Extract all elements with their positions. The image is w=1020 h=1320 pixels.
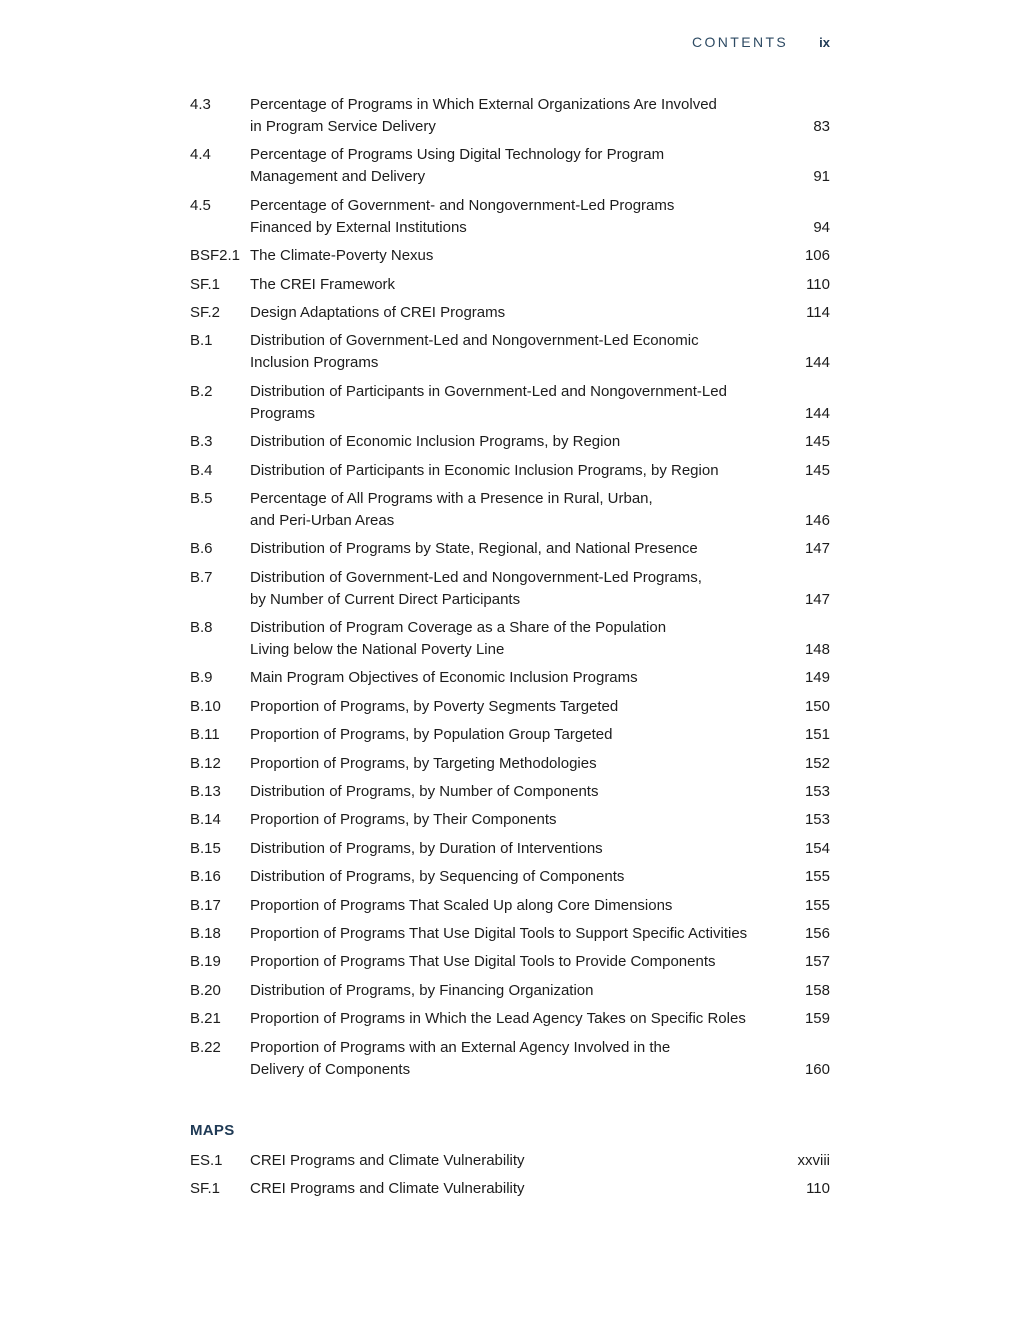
toc-entry[interactable] (190, 1150, 830, 1172)
entry-title: Distribution of Participants in Government-Led and Nongovernment-Led Programs (250, 382, 727, 422)
toc-entry[interactable] (190, 245, 830, 267)
entry-number: B.16 (190, 868, 221, 886)
entry-number: 4.5 (190, 196, 211, 214)
entry-number: B.14 (190, 811, 221, 829)
running-header (692, 34, 830, 50)
toc-entry[interactable] (190, 980, 830, 1002)
entry-number: ES.1 (190, 1152, 223, 1169)
toc-entry[interactable] (190, 696, 830, 718)
entry-number: B.1 (190, 332, 213, 350)
entry-page-number: 159 (804, 1010, 830, 1028)
toc-entry[interactable] (190, 724, 830, 746)
maps-list (190, 1150, 830, 1200)
entry-page-number: 156 (804, 924, 830, 942)
entry-page-number: 152 (804, 754, 830, 772)
toc-entry[interactable] (190, 567, 830, 611)
entry-title: Proportion of Programs That Use Digital Tools to Support Specific Activities (250, 924, 748, 942)
entry-number: B.2 (190, 382, 213, 400)
entry-page-number: 144 (804, 404, 830, 422)
toc-entry[interactable] (190, 460, 830, 482)
toc-entry[interactable] (190, 781, 830, 803)
entry-number: B.10 (190, 697, 221, 715)
entry-title: Proportion of Programs, by Poverty Segments Targeted (250, 697, 619, 715)
entry-title: The CREI Framework (250, 275, 396, 293)
toc-entry[interactable] (190, 274, 830, 296)
entry-number: B.19 (190, 953, 221, 971)
entry-number: B.21 (190, 1010, 221, 1028)
entry-page-number: 160 (804, 1060, 830, 1078)
entry-page-number: 153 (804, 783, 830, 801)
toc-entry[interactable] (190, 330, 830, 374)
entry-title: Distribution of Programs, by Number of Components (250, 783, 599, 801)
entry-page-number: 110 (806, 275, 830, 293)
entry-page-number: 94 (813, 218, 830, 236)
entry-number: B.9 (190, 669, 213, 687)
toc-entry[interactable] (190, 1008, 830, 1030)
entry-title: Proportion of Programs That Use Digital Tools to Provide Components (250, 953, 716, 971)
entry-title: Distribution of Programs, by Duration of Interventions (250, 839, 603, 857)
entry-number: B.15 (190, 839, 221, 857)
entry-number: B.5 (190, 489, 213, 507)
toc-entry[interactable] (190, 1037, 830, 1081)
entry-number: B.18 (190, 924, 221, 942)
toc-entry[interactable] (190, 809, 830, 831)
entry-page-number: 145 (804, 461, 830, 479)
entry-title: Distribution of Participants in Economic Inclusion Programs, by Region (250, 461, 719, 479)
toc-entry[interactable] (190, 488, 830, 532)
entry-number: 4.3 (190, 96, 211, 113)
entry-title: Main Program Objectives of Economic Inclusion Programs (250, 669, 638, 687)
entry-number: B.7 (190, 568, 213, 586)
entry-title: CREI Programs and Climate Vulnerability (250, 1152, 525, 1169)
toc-entry[interactable] (190, 951, 830, 973)
entry-title: Distribution of Economic Inclusion Programs, by Region (250, 433, 621, 451)
entry-number: B.17 (190, 896, 221, 914)
running-header-label: CONTENTS (691, 34, 789, 50)
maps-heading: MAPS (190, 1122, 235, 1139)
entry-title: Distribution of Government-Led and Nongovernment-Led Programs, by Number of Current Direct Participants (250, 568, 702, 608)
entry-title: Distribution of Government-Led and Nongovernment-Led Economic Inclusion Programs (250, 332, 699, 372)
toc-entry[interactable] (190, 667, 830, 689)
entry-page-number: 147 (804, 540, 830, 558)
entry-number: B.4 (190, 461, 213, 479)
entry-number: BSF2.1 (190, 247, 241, 265)
entry-page-number: 91 (813, 168, 830, 186)
entry-title: Percentage of All Programs with a Presence in Rural, Urban, and Peri-Urban Areas (250, 489, 653, 529)
entry-page-number: 158 (804, 981, 830, 999)
entry-title: The Climate-Poverty Nexus (250, 247, 434, 265)
entry-title: Percentage of Programs Using Digital Technology for Program Management and Delivery (250, 146, 665, 186)
entry-title: Proportion of Programs, by Population Group Targeted (250, 726, 613, 744)
entry-page-number: 114 (806, 303, 830, 321)
entry-page-number: 151 (804, 726, 830, 744)
entry-page-number: 154 (804, 839, 830, 857)
entry-number: B.6 (190, 540, 213, 558)
entry-title: Percentage of Government- and Nongovernment-Led Programs Financed by External Institutions (250, 196, 675, 236)
entry-title: Proportion of Programs, by Targeting Methodologies (250, 754, 597, 772)
entry-number: 4.4 (190, 146, 211, 164)
entry-page-number: 153 (804, 811, 830, 829)
entry-page-number: 83 (813, 118, 830, 135)
entry-page-number: 157 (804, 953, 830, 971)
entry-title: Percentage of Programs in Which External Organizations Are Involved in Program Service Delivery (250, 96, 717, 135)
toc-entry[interactable] (190, 381, 830, 425)
toc-entry[interactable] (190, 838, 830, 860)
entry-title: Distribution of Program Coverage as a Share of the Population Living below the National Poverty Line (250, 619, 667, 659)
entry-title: Distribution of Programs, by Financing Organization (250, 981, 594, 999)
entry-number: B.22 (190, 1038, 221, 1056)
entry-number: B.11 (190, 726, 220, 744)
entry-number: B.8 (190, 619, 213, 637)
entry-page-number: xxviii (797, 1152, 830, 1169)
entry-number: B.12 (190, 754, 221, 772)
entry-number: B.13 (190, 783, 221, 801)
entry-page-number: 106 (804, 247, 830, 265)
figures-list (190, 94, 830, 1081)
entry-number: SF.2 (190, 303, 221, 321)
entry-page-number: 144 (804, 354, 830, 372)
toc-entry[interactable] (190, 302, 830, 324)
entry-page-number: 149 (804, 669, 830, 687)
toc-entry[interactable] (190, 895, 830, 917)
entry-title: Proportion of Programs in Which the Lead Agency Takes on Specific Roles (250, 1010, 746, 1028)
toc-entry[interactable] (190, 753, 830, 775)
toc-entry[interactable] (190, 1178, 830, 1200)
toc-entry[interactable] (190, 144, 830, 188)
entry-title: Proportion of Programs with an External Agency Involved in the Delivery of Components (250, 1038, 671, 1078)
entry-title: Proportion of Programs, by Their Components (250, 811, 557, 829)
entry-page-number: 155 (804, 868, 830, 886)
toc-entry[interactable] (190, 923, 830, 945)
entry-page-number: 155 (804, 896, 830, 914)
entry-title: Distribution of Programs by State, Regional, and National Presence (250, 540, 698, 558)
entry-page-number: 150 (804, 697, 830, 715)
entry-page-number: 147 (804, 590, 830, 608)
maps-list-section (190, 1150, 830, 1207)
figures-list-section (190, 94, 830, 1087)
toc-entry[interactable] (190, 538, 830, 560)
entry-title: Design Adaptations of CREI Programs (250, 303, 506, 321)
entry-page-number: 110 (806, 1180, 830, 1198)
entry-page-number: 145 (804, 433, 830, 451)
toc-entry[interactable] (190, 866, 830, 888)
entry-number: B.3 (190, 433, 213, 451)
toc-entry[interactable] (190, 195, 830, 239)
toc-entry[interactable] (190, 94, 830, 138)
toc-entry[interactable] (190, 431, 830, 453)
toc-entry[interactable] (190, 617, 830, 661)
entry-page-number: 146 (804, 511, 830, 529)
entry-title: CREI Programs and Climate Vulnerability (250, 1180, 525, 1198)
entry-number: SF.1 (190, 1180, 221, 1198)
entry-title: Distribution of Programs, by Sequencing of Components (250, 868, 625, 886)
entry-number: B.20 (190, 981, 221, 999)
entry-number: SF.1 (190, 275, 221, 293)
page-number: ix (819, 35, 830, 50)
entry-page-number: 148 (804, 641, 830, 659)
entry-title: Proportion of Programs That Scaled Up along Core Dimensions (250, 896, 673, 914)
